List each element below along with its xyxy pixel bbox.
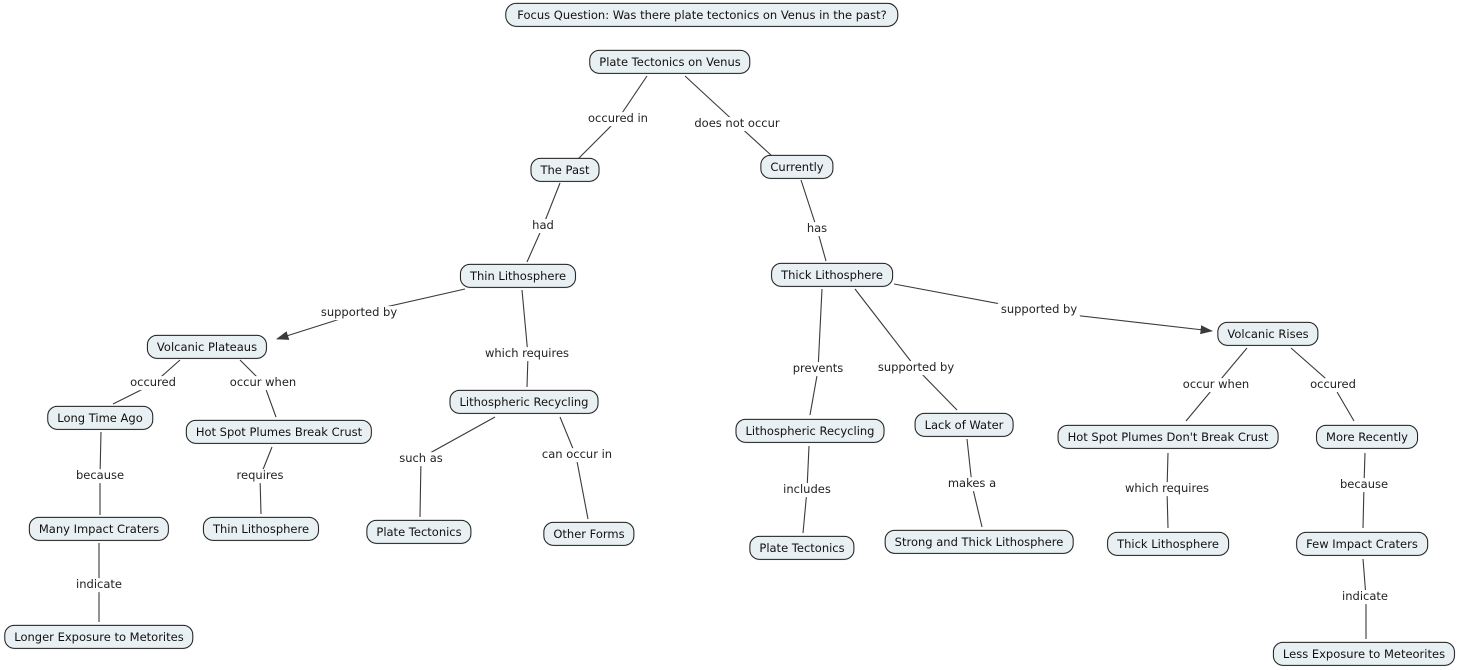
link-label-includes[interactable]: includes [780,483,834,497]
link-line-supported-by-water [855,289,957,410]
link-label-indicate-left[interactable]: indicate [73,578,125,592]
node-the-past[interactable]: The Past [530,158,599,182]
node-lithospheric-recycling-2[interactable]: Lithospheric Recycling [736,419,885,443]
link-label-has[interactable]: has [804,222,830,236]
link-label-does-not-occur[interactable]: does not occur [691,117,782,131]
link-label-which-requires-right[interactable]: which requires [1122,482,1212,496]
link-label-occured-right[interactable]: occured [1307,378,1359,392]
node-longer-exposure-to-metorites[interactable]: Longer Exposure to Metorites [4,625,193,649]
node-lack-of-water[interactable]: Lack of Water [915,413,1014,437]
link-line-such-as [420,417,495,517]
node-volcanic-rises[interactable]: Volcanic Rises [1217,322,1318,346]
node-thick-lithosphere-2[interactable]: Thick Lithosphere [1107,532,1229,556]
link-label-because-right[interactable]: because [1337,478,1391,492]
node-plate-tectonics-2[interactable]: Plate Tectonics [749,536,854,560]
node-thick-lithosphere[interactable]: Thick Lithosphere [771,263,893,287]
node-other-forms[interactable]: Other Forms [543,522,634,546]
link-label-supported-by-plateaus[interactable]: supported by [318,306,400,320]
node-strong-and-thick-lithosphere[interactable]: Strong and Thick Lithosphere [885,530,1074,554]
link-label-occur-when-right[interactable]: occur when [1180,378,1252,392]
link-label-occured-in[interactable]: occured in [585,112,651,126]
node-plate-tectonics[interactable]: Plate Tectonics [366,520,471,544]
node-lithospheric-recycling[interactable]: Lithospheric Recycling [450,390,599,414]
link-label-because-left[interactable]: because [73,469,127,483]
link-label-supported-by-water[interactable]: supported by [875,361,957,375]
link-label-indicate-right[interactable]: indicate [1339,590,1391,604]
link-label-occur-when-left[interactable]: occur when [227,376,299,390]
link-label-prevents[interactable]: prevents [790,362,847,376]
link-label-makes-a[interactable]: makes a [945,477,999,491]
node-thin-lithosphere[interactable]: Thin Lithosphere [460,264,576,288]
focus-question-box[interactable]: Focus Question: Was there plate tectonics on Venus in the past? [505,3,898,27]
link-label-which-requires[interactable]: which requires [482,347,572,361]
link-line-which-requires [522,290,528,387]
link-label-supported-by-rises[interactable]: supported by [998,303,1080,317]
node-volcanic-plateaus[interactable]: Volcanic Plateaus [147,335,267,359]
node-few-impact-craters[interactable]: Few Impact Craters [1296,532,1428,556]
link-label-had[interactable]: had [529,219,557,233]
node-less-exposure-to-meteorites[interactable]: Less Exposure to Meteorites [1273,642,1455,666]
node-plate-tectonics-on-venus[interactable]: Plate Tectonics on Venus [589,50,750,74]
link-line-prevents [810,289,822,415]
node-more-recently[interactable]: More Recently [1316,425,1418,449]
node-hot-spot-plumes-dont-break-crust[interactable]: Hot Spot Plumes Don't Break Crust [1058,425,1279,449]
link-line-can-occur-in [560,417,588,519]
node-many-impact-craters[interactable]: Many Impact Craters [29,517,169,541]
link-label-requires[interactable]: requires [234,469,287,483]
link-label-such-as[interactable]: such as [396,452,446,466]
node-hot-spot-plumes-break-crust[interactable]: Hot Spot Plumes Break Crust [186,420,372,444]
link-label-occured-left[interactable]: occured [127,376,179,390]
node-thin-lithosphere-2[interactable]: Thin Lithosphere [203,517,319,541]
node-long-time-ago[interactable]: Long Time Ago [47,406,153,430]
node-currently[interactable]: Currently [760,155,833,179]
link-label-can-occur-in[interactable]: can occur in [539,448,615,462]
